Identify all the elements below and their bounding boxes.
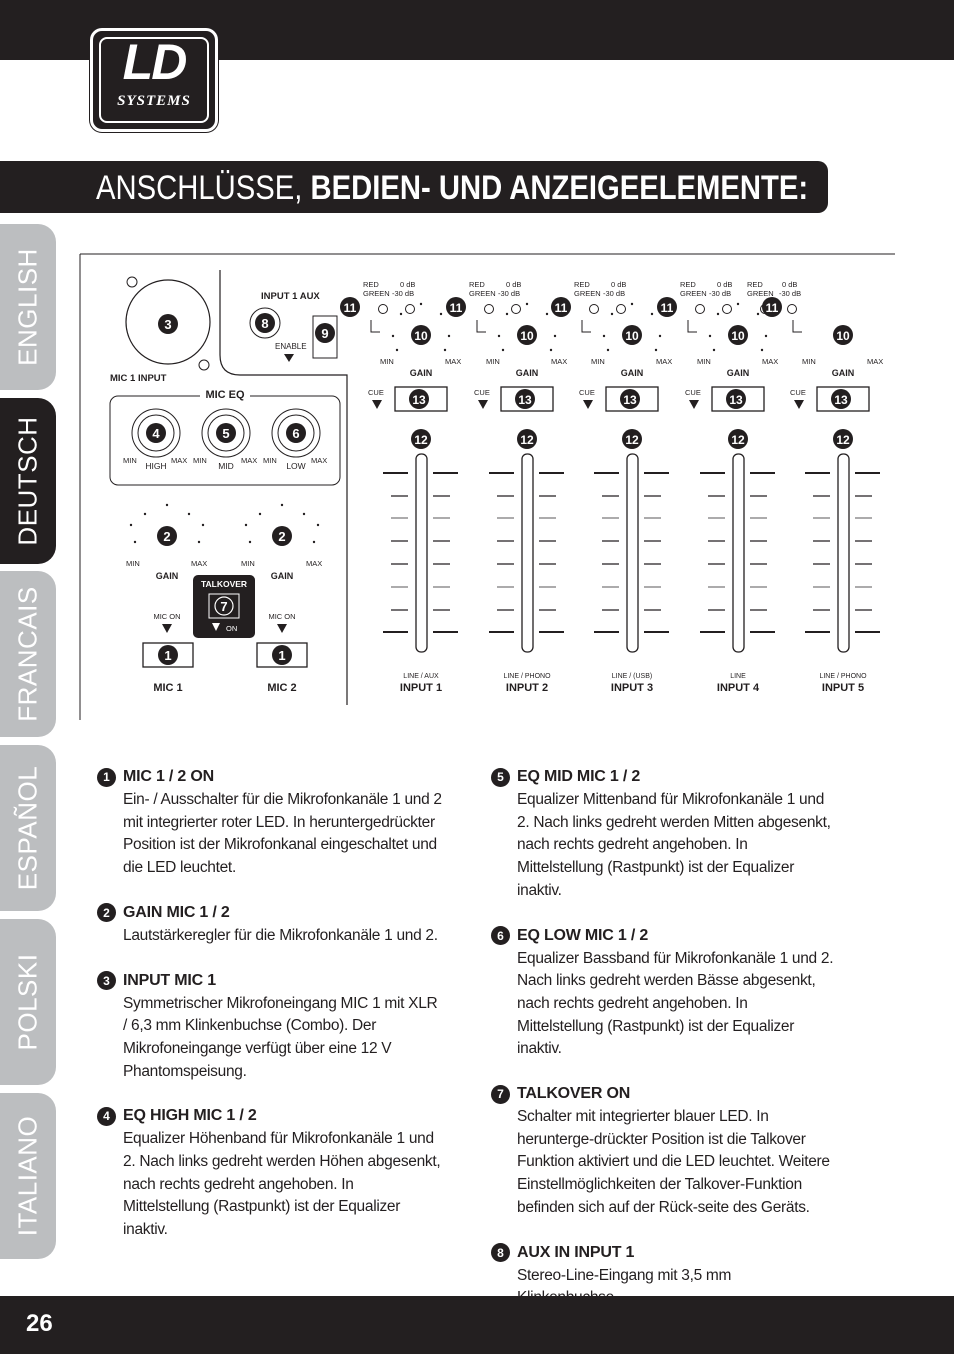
callout-13: [726, 389, 746, 409]
callout-9: [315, 323, 335, 343]
channel-name: INPUT 4: [716, 682, 760, 694]
svg-text:10: 10: [414, 329, 428, 343]
svg-text:13: 13: [729, 393, 743, 407]
led-red: [590, 305, 599, 314]
svg-text:11: 11: [449, 301, 463, 315]
tab-francais[interactable]: [0, 571, 56, 737]
led-bracket: [477, 320, 486, 332]
channel-fader[interactable]: [522, 454, 533, 652]
callout-11: [762, 297, 782, 317]
channel-name: INPUT 5: [821, 682, 865, 694]
svg-text:8: 8: [261, 316, 269, 331]
cue-label: CUE: [474, 388, 490, 397]
gain-min: MIN: [697, 357, 711, 366]
svg-text:13: 13: [412, 393, 426, 407]
channel-fader[interactable]: [416, 454, 427, 652]
cue-arrow-icon: [478, 400, 488, 409]
item-eq-low: [491, 925, 836, 1062]
channel-fader[interactable]: [733, 454, 744, 652]
tab-italiano-label: ITALIANO: [12, 1115, 43, 1237]
svg-text:2: 2: [278, 529, 286, 544]
svg-text:6: 6: [292, 426, 300, 441]
eq-high-label: HIGH: [145, 461, 167, 471]
item-title: EQ LOW MIC 1 / 2: [517, 926, 649, 944]
callout-10: [833, 325, 853, 345]
gain-label: GAIN: [515, 368, 539, 378]
callout-12: [517, 429, 537, 449]
led-red-label: RED: [574, 280, 590, 289]
eq-mid-min: MIN: [193, 456, 207, 465]
eq-low-max: MAX: [311, 456, 328, 465]
eq-low-min: MIN: [263, 456, 277, 465]
channel-sub-label: LINE: [730, 673, 746, 680]
channel-strip-1: [340, 280, 461, 694]
led-green-label: GREEN: [747, 289, 774, 298]
gain-max: MAX: [656, 357, 673, 366]
description-column-right: [491, 766, 836, 1332]
led-green: [723, 305, 732, 314]
svg-text:12: 12: [625, 433, 639, 447]
fader-scale: [594, 473, 669, 632]
led-bracket: [688, 320, 697, 332]
tab-polski-label: POLSKI: [12, 953, 43, 1051]
led-0db-label: 0 dB: [506, 280, 522, 289]
eq-low-label: LOW: [286, 461, 306, 471]
enable-label: ENABLE: [275, 342, 307, 351]
led-0db-label: 0 dB: [782, 280, 798, 289]
cue-label: CUE: [685, 388, 701, 397]
svg-text:13: 13: [518, 393, 532, 407]
item-body: Stereo-Line-Eingang mit 3,5 mm: [517, 1266, 732, 1284]
page-title-light: ANSCHLÜSSE,: [96, 169, 303, 207]
tab-francais-label: FRANCAIS: [12, 586, 43, 722]
page-number: 26: [26, 1310, 53, 1337]
mic1-on-arrow-icon: [162, 624, 172, 633]
channel-strip-4: [657, 280, 778, 694]
led-red-label: RED: [747, 280, 763, 289]
mic2-on-label: MIC ON: [268, 612, 296, 621]
led-green: [406, 305, 415, 314]
callout-10: [622, 325, 642, 345]
item-title: MIC 1 / 2 ON: [123, 768, 214, 785]
callout-2a: [157, 526, 177, 546]
mic2-gain-max: MAX: [306, 559, 323, 568]
svg-text:11: 11: [660, 301, 674, 315]
item-title: EQ MID MIC 1 / 2: [517, 768, 641, 785]
cue-label: CUE: [790, 388, 806, 397]
item-eq-mid: [491, 766, 836, 903]
callout-11: [657, 297, 677, 317]
gain-min: MIN: [802, 357, 816, 366]
led-red: [379, 305, 388, 314]
channel-name: INPUT 3: [610, 682, 654, 694]
gain-max: MAX: [867, 357, 884, 366]
logo-sub-text: SYSTEMS: [117, 93, 191, 109]
channel-sub-label: LINE / AUX: [403, 673, 439, 680]
mic2-gain-min: MIN: [241, 559, 255, 568]
svg-text:3: 3: [164, 317, 172, 332]
item-title: INPUT MIC 1: [123, 971, 216, 989]
item-body: Schalter mit integrierter blauer LED. In herunterge-drückter Position ist die Talkover Funktion aktiviert und die LED leuchtet. Weitere Einstellmöglichkeiten der Talkover-Funktion befinden sich auf der Rück-seite des Geräts.: [517, 1108, 830, 1216]
channel-sub-label: LINE / PHONO: [819, 673, 867, 680]
fader-scale: [700, 473, 775, 632]
led-red: [485, 305, 494, 314]
fader-scale: [489, 473, 564, 632]
channel-strip-3: [551, 280, 672, 694]
item-number-badge: 2: [97, 903, 116, 922]
enable-arrow-icon: [284, 354, 294, 362]
item-number-badge: 8: [491, 1243, 510, 1262]
item-title: AUX IN INPUT 1: [517, 1243, 635, 1261]
item-body: Equalizer Mittenband für Mikrofonkanäle 1 und 2. Nach links gedreht werden Mitten abgesenkt, nach rechts gedreht angehoben. In Mittelstellung (Rastpunkt) ist der Equalizer inaktiv.: [517, 791, 831, 899]
led-green-label: GREEN: [574, 289, 601, 298]
svg-text:10: 10: [520, 329, 534, 343]
callout-4: [146, 423, 166, 443]
led-bracket: [793, 320, 802, 332]
item-title: EQ HIGH MIC 1 / 2: [123, 1107, 257, 1125]
channel-sub-label: LINE / PHONO: [503, 673, 551, 680]
page-title-bold: BEDIEN- UND ANZEIGEELEMENTE:: [310, 169, 809, 207]
item-gain-mic: [97, 902, 442, 948]
mic1-label: MIC 1: [153, 682, 183, 694]
gain-label: GAIN: [409, 368, 433, 378]
tab-polski[interactable]: [0, 919, 56, 1085]
channel-name: INPUT 2: [505, 682, 549, 694]
callout-13: [831, 389, 851, 409]
channel-fader[interactable]: [838, 454, 849, 652]
led-green-label: GREEN: [363, 289, 390, 298]
callout-6: [286, 423, 306, 443]
eq-mid-label: MID: [218, 461, 234, 471]
mic1-gain-min: MIN: [126, 559, 140, 568]
svg-text:12: 12: [731, 433, 745, 447]
led-bracket: [582, 320, 591, 332]
item-body: Symmetrischer Mikrofoneingang MIC 1 mit XLR / 6,3 mm Klinkenbuchse (Combo). Der Mikrofoneingange verfügt über eine 12 V Phantomspeisung.: [123, 994, 438, 1080]
callout-10: [728, 325, 748, 345]
diagram-frame: [80, 254, 895, 720]
eq-high-max: MAX: [171, 456, 188, 465]
eq-mid-max: MAX: [241, 456, 258, 465]
led-30db-label: -30 dB: [498, 289, 521, 298]
item-input-mic: [97, 970, 442, 1084]
gain-min: MIN: [591, 357, 605, 366]
gain-max: MAX: [551, 357, 568, 366]
talkover-on-label: ON: [226, 624, 238, 633]
svg-text:10: 10: [836, 329, 850, 343]
led-red-label: RED: [680, 280, 696, 289]
item-number-badge: 5: [491, 768, 510, 787]
item-number-badge: 1: [97, 768, 116, 787]
callout-13: [620, 389, 640, 409]
item-talkover: [491, 1083, 836, 1220]
tab-espanol[interactable]: [0, 745, 56, 911]
led-30db-label: -30 dB: [392, 289, 415, 298]
svg-text:10: 10: [731, 329, 745, 343]
led-green: [617, 305, 626, 314]
mic1-gain-label: GAIN: [155, 571, 179, 581]
item-mic-on: [97, 766, 442, 880]
page-title: [96, 168, 808, 208]
gain-max: MAX: [445, 357, 462, 366]
channel-sub-label: LINE / (USB): [611, 673, 653, 680]
svg-text:11: 11: [343, 301, 357, 315]
svg-text:2: 2: [163, 529, 171, 544]
fader-scale: [383, 473, 458, 632]
callout-11: [340, 297, 360, 317]
tab-italiano[interactable]: [0, 1093, 56, 1259]
mic2-label: MIC 2: [267, 682, 297, 694]
mixer-panel-diagram: [75, 250, 895, 720]
callout-1b: [272, 645, 292, 665]
svg-text:9: 9: [321, 326, 329, 341]
gain-label: GAIN: [831, 368, 855, 378]
tab-deutsch-label: DEUTSCH: [12, 416, 43, 546]
svg-text:12: 12: [520, 433, 534, 447]
svg-text:13: 13: [623, 393, 637, 407]
callout-11: [551, 297, 571, 317]
bottom-bar: [0, 1296, 954, 1354]
svg-text:5: 5: [222, 426, 230, 441]
tab-english-label: ENGLISH: [12, 248, 43, 366]
callout-12: [622, 429, 642, 449]
svg-text:1: 1: [164, 648, 172, 663]
led-green-label: GREEN: [680, 289, 707, 298]
callout-12: [833, 429, 853, 449]
item-number-badge: 7: [491, 1085, 510, 1104]
cue-arrow-icon: [689, 400, 699, 409]
callout-10: [411, 325, 431, 345]
item-body: Equalizer Bassband für Mikrofonkanäle 1 und 2. Nach links gedreht werden Bässe abgesenkt, nach rechts gedreht angehoben. In Mittelstellung (Rastpunkt) ist der Equalizer inaktiv.: [517, 949, 834, 1058]
cue-label: CUE: [579, 388, 595, 397]
led-green: [512, 305, 521, 314]
led-green: [788, 305, 797, 314]
led-0db-label: 0 dB: [611, 280, 627, 289]
mic1-input-label: MIC 1 INPUT: [110, 373, 167, 384]
callout-5: [216, 423, 236, 443]
cue-label: CUE: [368, 388, 384, 397]
led-30db-label: -30 dB: [603, 289, 626, 298]
mic2-gain-label: GAIN: [270, 571, 294, 581]
tab-english[interactable]: [0, 224, 56, 390]
callout-1a: [158, 645, 178, 665]
cue-arrow-icon: [583, 400, 593, 409]
svg-text:13: 13: [834, 393, 848, 407]
item-number-badge: 6: [491, 926, 510, 945]
gain-label: GAIN: [726, 368, 750, 378]
svg-text:7: 7: [220, 599, 228, 614]
mic2-on-arrow-icon: [277, 624, 287, 633]
callout-8: [255, 313, 275, 333]
item-eq-high: [97, 1105, 442, 1242]
svg-text:10: 10: [625, 329, 639, 343]
item-title: TALKOVER ON: [517, 1085, 631, 1103]
callout-12: [411, 429, 431, 449]
ld-systems-logo: [90, 28, 218, 132]
led-30db-label: -30 dB: [709, 289, 732, 298]
tab-espanol-label: ESPAÑOL: [12, 765, 43, 891]
led-0db-label: 0 dB: [400, 280, 416, 289]
channel-strip-2: [446, 280, 567, 694]
item-body: Ein- / Ausschalter für die Mikrofonkanäle 1 und 2 mit integrierter roter LED. In heruntergedrückter Position ist der Mikrofonkanal eingeschaltet und die LED leuchtet.: [123, 791, 442, 877]
led-green-label: GREEN: [469, 289, 496, 298]
callout-12: [728, 429, 748, 449]
input1-aux-label: INPUT 1 AUX: [261, 291, 320, 302]
logo-main-text: LD: [122, 34, 186, 90]
svg-text:11: 11: [765, 301, 779, 315]
fader-scale: [805, 473, 880, 632]
description-column-left: [97, 766, 442, 1264]
led-bracket: [371, 320, 380, 332]
svg-text:4: 4: [152, 426, 160, 441]
callout-13: [409, 389, 429, 409]
gain-min: MIN: [380, 357, 394, 366]
callout-11: [446, 297, 466, 317]
led-30db-label: -30 dB: [779, 289, 802, 298]
item-body: Lautstärkeregler für die Mikrofonkanäle 1 und 2.: [123, 926, 438, 944]
svg-text:12: 12: [836, 433, 850, 447]
svg-text:1: 1: [278, 648, 286, 663]
channel-name: INPUT 1: [399, 682, 443, 694]
channel-fader[interactable]: [627, 454, 638, 652]
tab-deutsch[interactable]: [0, 398, 56, 564]
callout-13: [515, 389, 535, 409]
callout-3: [158, 314, 178, 334]
item-title: GAIN MIC 1 / 2: [123, 903, 230, 921]
led-red-label: RED: [469, 280, 485, 289]
mic1-on-label: MIC ON: [153, 612, 181, 621]
mic-eq-label: MIC EQ: [205, 389, 245, 401]
cue-arrow-icon: [794, 400, 804, 409]
cue-arrow-icon: [372, 400, 382, 409]
callout-10: [517, 325, 537, 345]
gain-min: MIN: [486, 357, 500, 366]
item-number-badge: 4: [97, 1107, 116, 1126]
item-body: Equalizer Höhenband für Mikrofonkanäle 1 und 2. Nach links gedreht werden Höhen abgesenkt, nach rechts gedreht angehoben. In Mittelstellung (Rastpunkt) ist der Equalizer inaktiv.: [123, 1130, 441, 1239]
led-red: [696, 305, 705, 314]
gain-label: GAIN: [620, 368, 644, 378]
eq-high-min: MIN: [123, 456, 137, 465]
gain-max: MAX: [762, 357, 779, 366]
led-0db-label: 0 dB: [717, 280, 733, 289]
led-red-label: RED: [363, 280, 379, 289]
talkover-label: TALKOVER: [200, 579, 248, 589]
callout-2b: [272, 526, 292, 546]
svg-text:11: 11: [554, 301, 568, 315]
svg-text:12: 12: [414, 433, 428, 447]
mic1-gain-max: MAX: [191, 559, 208, 568]
item-number-badge: 3: [97, 971, 116, 990]
